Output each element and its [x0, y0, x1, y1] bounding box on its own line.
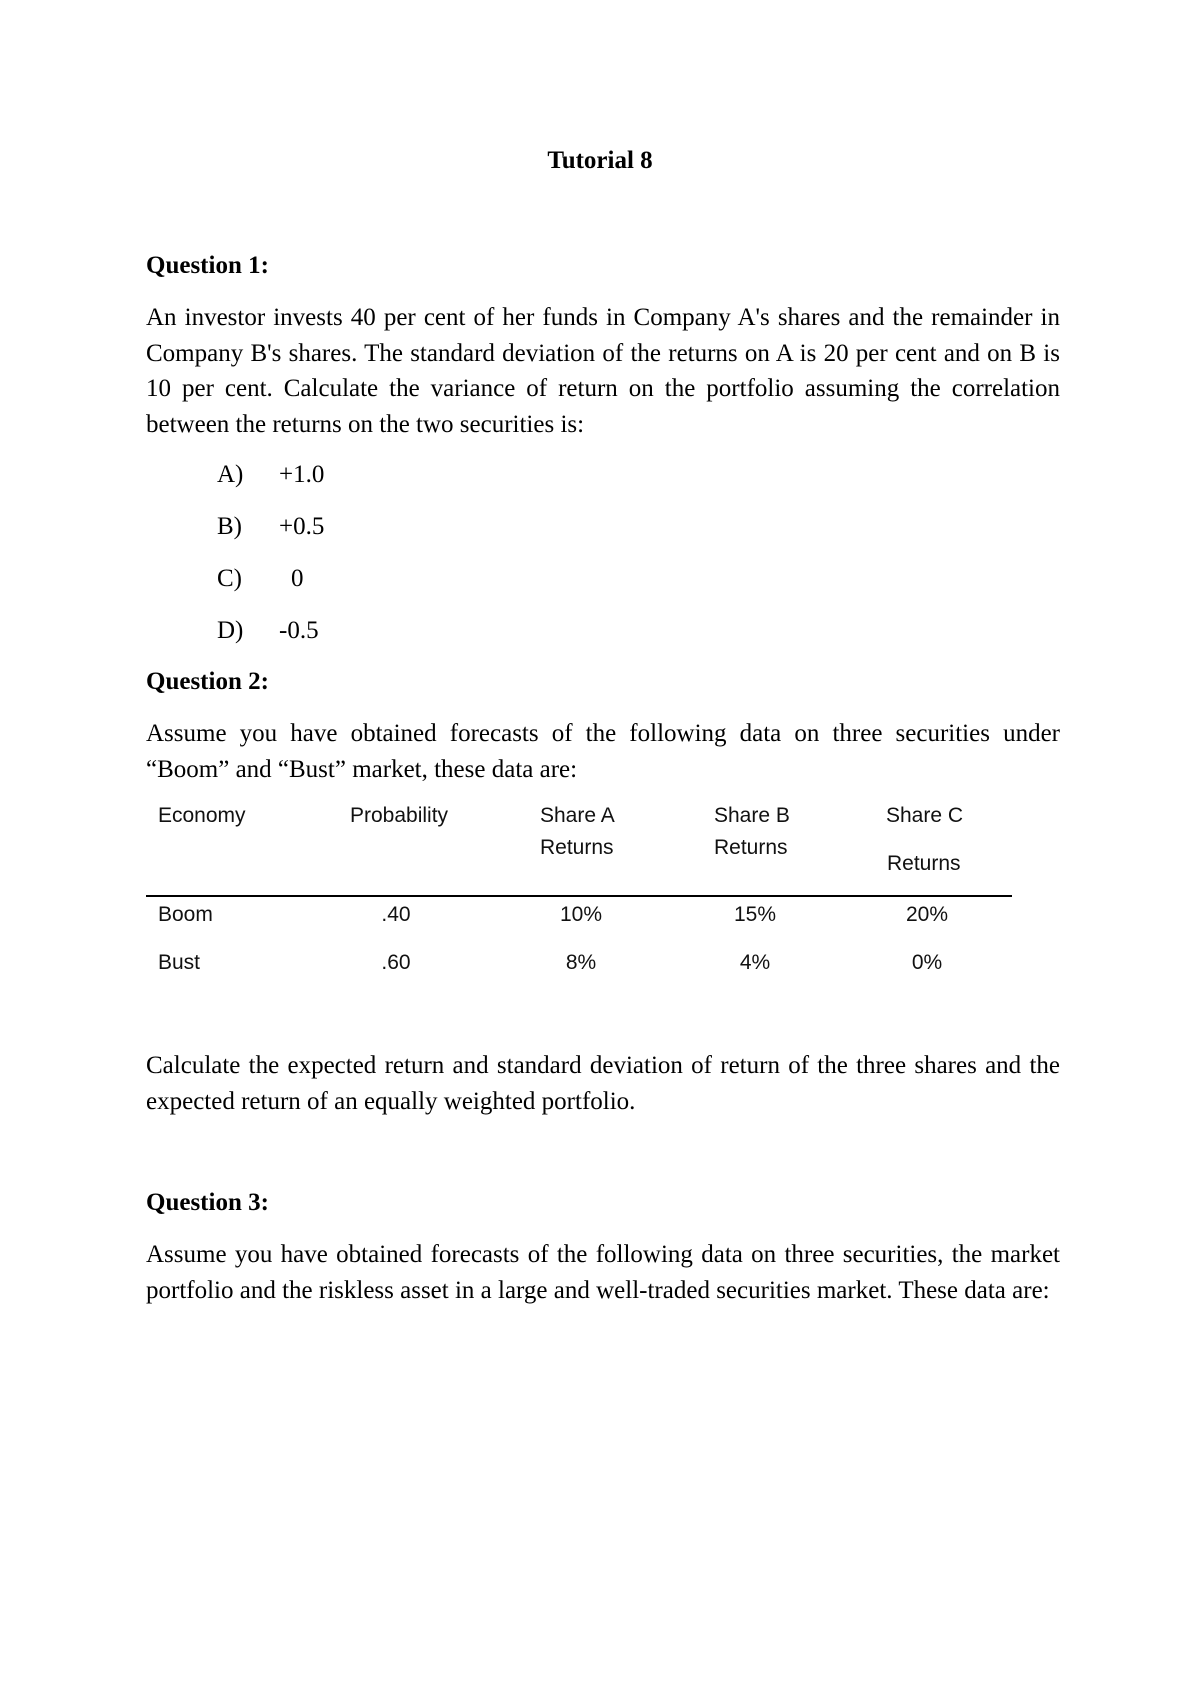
option-letter: A): [217, 461, 244, 488]
option-letter: D): [217, 617, 244, 644]
header-share-b-returns: Returns: [714, 836, 788, 859]
option-value: +1.0: [279, 461, 325, 488]
question-1-option-b: [217, 512, 324, 542]
question-3-text: Assume you have obtained forecasts of the following data on three securities, the market portfolio and the riskless asset in a large and well-traded securities market. These data are:: [146, 1241, 1060, 1304]
header-share-a: Share A: [540, 804, 615, 827]
row-bust-probability: .60: [381, 951, 411, 974]
question-1-option-c: [217, 564, 304, 594]
row-boom-share-c: 20%: [905, 903, 949, 926]
header-probability: Probability: [350, 804, 449, 827]
option-letter: B): [217, 513, 242, 540]
document-title: Tutorial 8: [547, 147, 653, 174]
option-value: +0.5: [279, 513, 325, 540]
row-bust-economy: Bust: [158, 951, 201, 974]
table-divider: [146, 895, 1012, 897]
returns-table: [146, 800, 1012, 980]
question-1-option-a: [217, 460, 324, 490]
option-letter: C): [217, 565, 242, 592]
question-1-option-d: [217, 616, 319, 646]
row-boom-share-b: 15%: [733, 903, 777, 926]
option-value: -0.5: [279, 617, 319, 644]
question-1-text: An investor invests 40 per cent of her funds in Company A's shares and the remainder in Company B's shares. The standard deviation of the returns on A is 20 per cent and on B is 10 per cent. Calculate the variance of return on the portfolio assuming the correlation between the returns on the two securities is:: [146, 304, 1060, 438]
row-bust-share-a: 8%: [565, 951, 597, 974]
row-boom-probability: .40: [381, 903, 411, 926]
option-value: 0: [291, 565, 304, 592]
header-share-b: Share B: [714, 804, 790, 827]
row-boom-share-a: 10%: [559, 903, 603, 926]
header-share-a-returns: Returns: [540, 836, 614, 859]
row-boom-economy: Boom: [158, 903, 213, 926]
question-2-text: Assume you have obtained forecasts of the following data on three securities under “Boom” and “Bust” market, these data are:: [146, 720, 1060, 783]
question-1-heading: Question 1:: [146, 252, 269, 279]
question-3-heading: Question 3:: [146, 1189, 269, 1216]
question-2-heading: Question 2:: [146, 668, 269, 695]
header-share-c-returns: Returns: [887, 852, 961, 875]
row-bust-share-c: 0%: [911, 951, 943, 974]
question-2-followup: Calculate the expected return and standard deviation of return of the three shares and the expected return of an equally weighted portfolio.: [146, 1052, 1060, 1115]
header-share-c: Share C: [886, 804, 964, 827]
header-economy: Economy: [158, 804, 246, 827]
row-bust-share-b: 4%: [739, 951, 771, 974]
